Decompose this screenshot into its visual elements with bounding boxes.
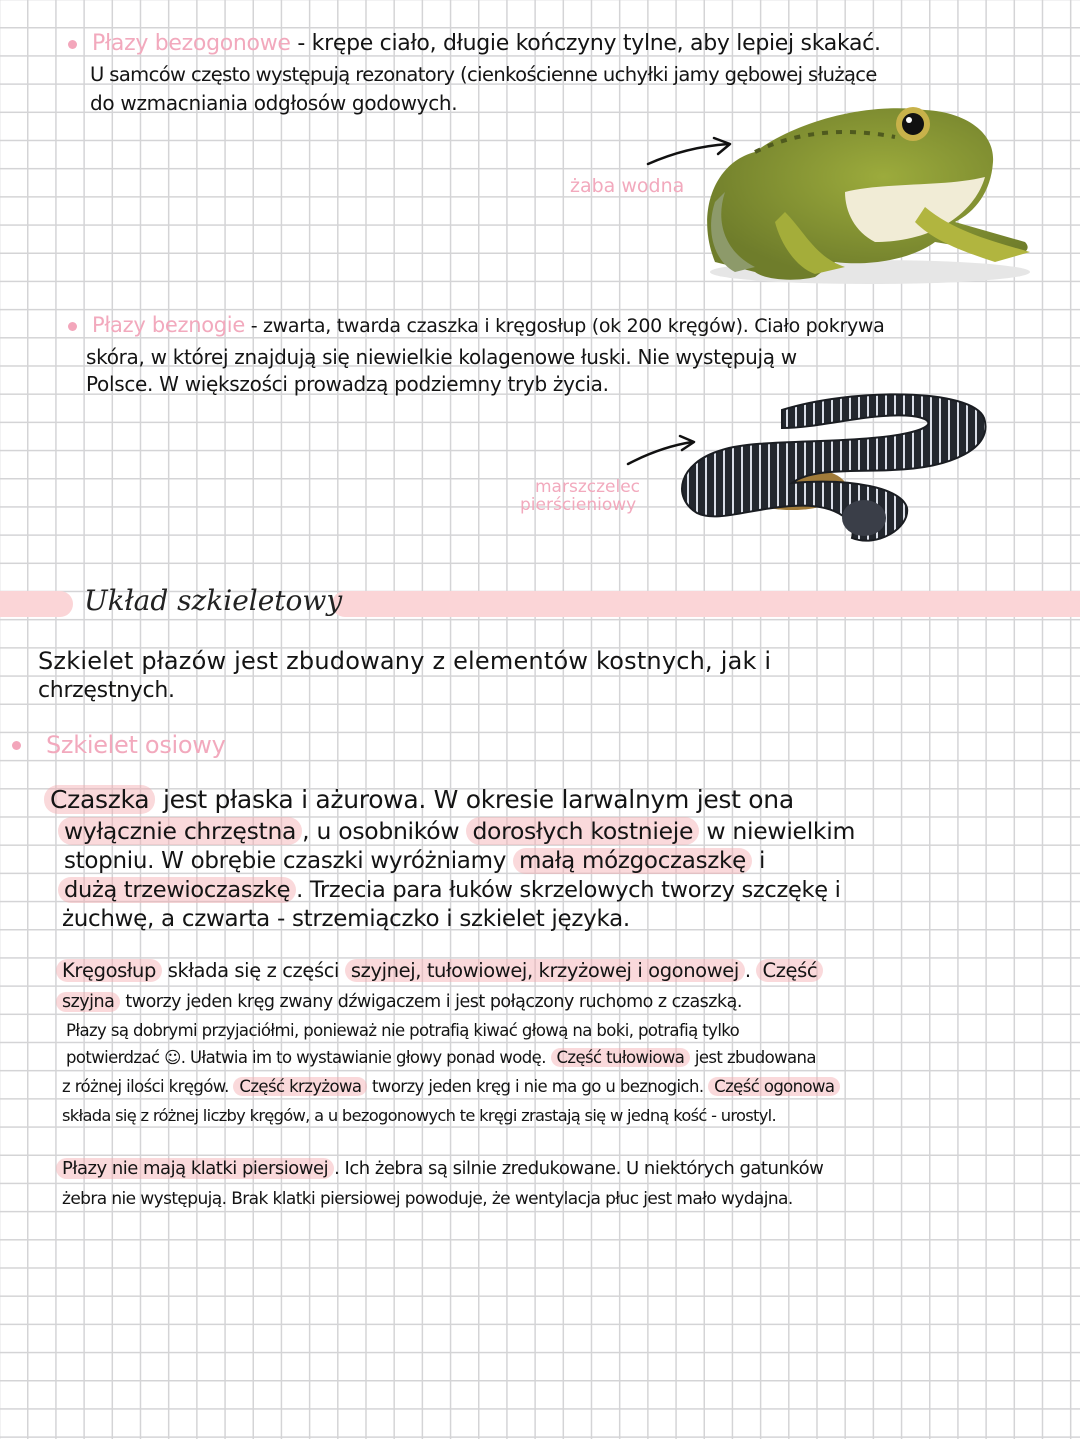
- highlight: Płazy nie mają klatki piersiowej: [56, 1158, 334, 1179]
- paragraph-bezogonowe-line-1: Płazy bezogonowe - krępe ciało, długie kończyny tylne, aby lepiej skakać.: [92, 31, 881, 56]
- spine-line-1: Kręgosłup składa się z części szyjnej, tułowiowej, krzyżowej i ogonowej . Część: [56, 958, 823, 984]
- skull-line-3: stopniu. W obrębie czaszki wyróżniamy małą mózgoczaszkę i: [64, 848, 766, 874]
- highlight: Część tułowiowa: [551, 1048, 691, 1067]
- label-caecilian-line-2: pierścieniowy: [520, 495, 637, 515]
- skull-line-4: dużą trzewioczaszkę . Trzecia para łuków skrzelowych tworzy szczękę i: [58, 877, 841, 903]
- intro-line-2: chrzęstnych.: [38, 678, 175, 703]
- spine-line-6: składa się z różnej liczby kręgów, a u bezogonowych te kręgi zrastają się w jedną kość - urostyl.: [62, 1106, 776, 1125]
- section-band-right: [332, 591, 1080, 617]
- highlight: dorosłych kostnieje: [466, 817, 699, 845]
- highlight: Czaszka: [44, 785, 155, 814]
- caecilian-image: [672, 388, 992, 553]
- paragraph-beznogie-line-2: skóra, w której znajdują się niewielkie kolagenowe łuski. Nie występują w: [86, 345, 797, 369]
- highlight: dużą trzewioczaszkę: [58, 877, 296, 903]
- heading-bezogonowe: Płazy bezogonowe: [92, 31, 291, 56]
- highlight: małą mózgoczaszkę: [513, 848, 752, 874]
- paragraph-beznogie-line-1: Płazy beznogie - zwarta, twarda czaszka i kręgosłup (ok 200 kręgów). Ciało pokrywa: [92, 313, 885, 337]
- highlight: Część krzyżowa: [233, 1077, 367, 1096]
- bullet-dot: [68, 40, 77, 49]
- paragraph-beznogie-line-3: Polsce. W większości prowadzą podziemny tryb życia.: [86, 372, 609, 396]
- highlight: Kręgosłup: [56, 959, 162, 982]
- section-band-left: [0, 591, 73, 617]
- skull-line-5: żuchwę, a czwarta - strzemiączko i szkielet języka.: [62, 906, 630, 932]
- spine-line-4: potwierdzać ☺. Ułatwia im to wystawianie głowy ponad wodę. Część tułowiowa jest zbudowana: [66, 1048, 816, 1067]
- highlight: wyłącznie chrzęstna: [58, 817, 302, 845]
- highlight: szyjna: [56, 992, 120, 1012]
- ribs-line-1: Płazy nie mają klatki piersiowej . Ich żebra są silnie zredukowane. U niektórych gatunków: [56, 1156, 823, 1182]
- paragraph-bezogonowe-line-2: U samców często występują rezonatory (cienkościenne uchyłki jamy gębowej służące: [90, 63, 877, 86]
- label-frog: żaba wodna: [570, 175, 685, 197]
- highlight: szyjnej, tułowiowej, krzyżowej i ogonowej: [345, 959, 745, 982]
- section-title: Układ szkieletowy: [84, 584, 343, 617]
- spine-line-5: z różnej ilości kręgów. Część krzyżowa tworzy jeden kręg i nie ma go u beznogich. Część ogonowa: [62, 1074, 840, 1100]
- label-caecilian-line-1: marszczelec: [535, 477, 641, 497]
- highlight: Część: [756, 959, 823, 982]
- frog-image: [695, 92, 1040, 287]
- highlight: Część ogonowa: [708, 1077, 840, 1096]
- subheading-axial-skeleton: Szkielet osiowy: [46, 731, 226, 759]
- paragraph-bezogonowe-line-3: do wzmacniania odgłosów godowych.: [90, 91, 458, 115]
- bullet-dot: [12, 741, 21, 750]
- spine-line-2: szyjna tworzy jeden kręg zwany dźwigaczem i jest połączony ruchomo z czaszką.: [56, 989, 742, 1015]
- heading-beznogie: Płazy beznogie: [92, 313, 245, 337]
- bullet-dot: [68, 322, 77, 331]
- ribs-line-2: żebra nie występują. Brak klatki piersiowej powoduje, że wentylacja płuc jest mało wydajna.: [62, 1189, 793, 1209]
- skull-line-2: wyłącznie chrzęstna , u osobników dorosłych kostnieje w niewielkim: [58, 818, 855, 844]
- spine-line-3: Płazy są dobrymi przyjaciółmi, ponieważ nie potrafią kiwać głową na boki, potrafią tylko: [66, 1021, 740, 1040]
- intro-line-1: Szkielet płazów jest zbudowany z elementów kostnych, jak i: [38, 647, 772, 675]
- skull-line-1: Czaszka jest płaska i ażurowa. W okresie larwalnym jest ona: [44, 787, 794, 813]
